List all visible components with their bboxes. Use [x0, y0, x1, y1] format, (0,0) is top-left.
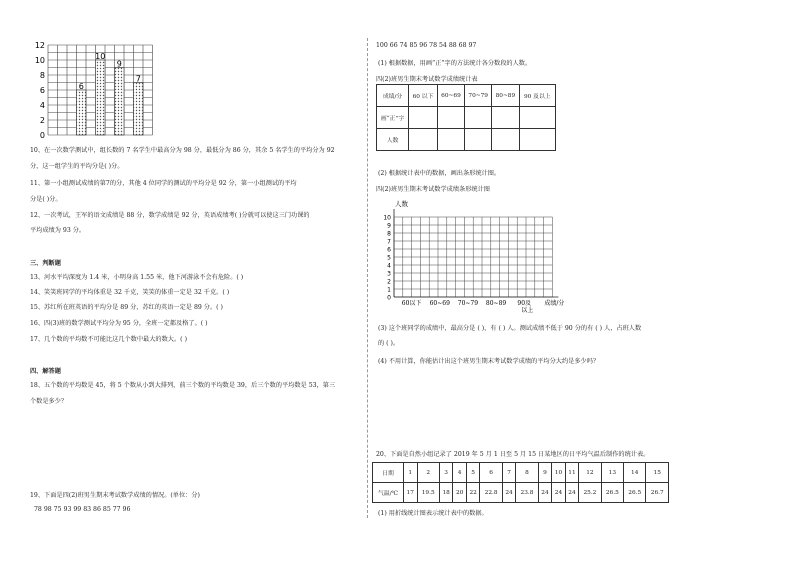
temp-table-date-cell: 11	[565, 463, 579, 483]
temp-table-date-cell: 6	[480, 463, 502, 483]
temp-table-date-cell: 9	[538, 463, 552, 483]
y-tick-label: 0	[387, 294, 391, 302]
count-row-label: 人数	[377, 129, 409, 151]
question-19-part-2: (2) 根据统计表中的数据，画出条形统计图。	[378, 170, 501, 177]
question-19-part-4: (4) 不用计算，你能估计出这个班男生期末考试数学成绩的平均分大约是多少吗？	[378, 358, 600, 365]
temp-table-temp-cell: 24	[565, 483, 579, 503]
temp-table-date-cell: 5	[466, 463, 480, 483]
tally-header-cell: 80~89	[492, 85, 519, 107]
question-20: 20、下面是自然小组记录了 2019 年 5 月 1 日至 5 月 15 日某地区的日平均气温后制作的统计表。	[376, 451, 650, 458]
y-tick-label: 6	[387, 246, 391, 254]
bar-value-label: 6	[78, 82, 84, 91]
bar-value-label: 9	[116, 59, 122, 69]
temp-table-temp-cell: 17	[404, 483, 418, 503]
y-tick-label: 2	[387, 278, 391, 286]
question-10: 10、在一次数学测试中，组长数的 7 名学生中最高分为 98 分，最低分为 86 分，其余 5 名学生的平均分为 92	[30, 147, 335, 154]
scores-bar-chart	[30, 40, 160, 140]
question-20-part-1: (1) 用折线统计图表示统计表中的数据。	[378, 510, 488, 517]
y-tick-label: 2	[39, 116, 45, 125]
y-tick-label: 0	[39, 131, 45, 140]
tally-header-cell: 60~69	[437, 85, 464, 107]
temp-table-temp-cell: 20	[453, 483, 467, 503]
count-cell	[409, 129, 438, 151]
y-tick-label: 9	[387, 222, 391, 230]
y-tick-label: 5	[387, 254, 391, 262]
question-19-part-3-cont: 的 ( )。	[378, 340, 400, 347]
bar	[96, 60, 106, 135]
bar-value-label: 7	[135, 74, 141, 84]
temp-table-temp-cell: 25.2	[579, 483, 601, 503]
y-tick-label: 4	[387, 262, 391, 270]
question-11: 11、第一小组测试成绩的第7的分，其他 4 位同学的测试的平均分是 92 分，第一小组测试的平均	[30, 180, 297, 187]
y-tick-label: 6	[39, 86, 45, 95]
temp-table-date-cell: 14	[624, 463, 646, 483]
question-16: 16、四(3)班的数学测试平均分为 95 分，全班一定都及格了。( )	[30, 320, 208, 327]
temp-table-temp-cell: 23.8	[516, 483, 538, 503]
temp-table-temp-label: 气温/℃	[373, 483, 404, 503]
question-13: 13、河水平均深度为 1.4 米，小明身高 1.55 米，他下河游泳不会有危险。( )	[30, 274, 244, 281]
temp-table-date-cell: 2	[417, 463, 439, 483]
count-cell	[492, 129, 519, 151]
temp-table-temp-cell: 22.8	[480, 483, 502, 503]
tally-row-label: 画“正”字	[377, 107, 409, 129]
x-category-label: 60以下	[401, 300, 422, 307]
column-divider	[367, 38, 368, 518]
y-tick-label: 7	[387, 238, 391, 246]
temperature-table	[372, 462, 669, 503]
temp-table-date-cell: 10	[552, 463, 566, 483]
temp-table-date-cell: 3	[439, 463, 453, 483]
temp-table-date-cell: 15	[646, 463, 669, 483]
y-tick-label: 4	[39, 101, 45, 110]
y-tick-label: 12	[34, 41, 45, 50]
question-19-scores: 78 98 75 93 99 83 86 85 77 96	[34, 506, 131, 513]
temp-table-temp-cell: 24	[502, 483, 516, 503]
question-12-cont: 平均成绩为 93 分。	[30, 227, 86, 234]
temp-table-temp-cell: 22	[466, 483, 480, 503]
y-tick-label: 8	[387, 230, 391, 238]
tally-header-cell: 60 以下	[409, 85, 438, 107]
table-1-title: 四(2)班男生期末考试数学成绩统计表	[376, 76, 478, 83]
question-19-part-1: (1) 根据数据，用画“正”字的方法统计各分数段的人数。	[378, 60, 532, 67]
empty-bar-chart	[372, 196, 582, 314]
temp-table-date-label: 日期	[373, 463, 404, 483]
temp-table-date-cell: 12	[579, 463, 601, 483]
temp-table-temp-cell: 18	[439, 483, 453, 503]
temp-table-temp-cell: 26.5	[601, 483, 623, 503]
x-category-label-extra: 以上	[521, 307, 534, 314]
temp-table-date-cell: 13	[601, 463, 623, 483]
count-cell	[437, 129, 464, 151]
tally-header-cell: 90 及以上	[519, 85, 556, 107]
question-10-cont: 分，这一组学生的平均分是( )分。	[30, 163, 124, 170]
question-19: 19、下面是四(2)班男生期末考试数学成绩的情况。(单位：分)	[30, 492, 200, 499]
tally-header-cell: 70~79	[465, 85, 492, 107]
question-17: 17、几个数的平均数不可能比这几个数中最大的数大。( )	[30, 336, 187, 343]
tally-table	[376, 84, 556, 151]
chart-2-title: 四(2)班男生期末考试数学成绩条形统计图	[376, 186, 490, 193]
x-category-label: 80~89	[485, 300, 507, 307]
question-19-part-3: (3) 这个班同学的成绩中，最高分是 ( )，有 ( ) 人。测试成绩不低于 90 分的有 ( ) 人，占班人数	[378, 325, 642, 332]
temp-table-temp-cell: 19.5	[417, 483, 439, 503]
question-14: 14、笑笑班同学的平均体重是 32 千克，笑笑的体重一定是 32 千克。( )	[30, 289, 230, 296]
question-18: 18、五个数的平均数是 45，将 5 个数从小到大排列，前三个数的平均数是 39，后三个数的平均数是 53，第三	[30, 382, 336, 389]
y-tick-label: 10	[34, 56, 45, 65]
question-11-cont: 分是( )分。	[30, 196, 62, 203]
temp-table-date-cell: 1	[404, 463, 418, 483]
question-18-cont: 个数是多少？	[30, 398, 68, 405]
count-cell	[465, 129, 492, 151]
y-axis-label: 人数	[395, 200, 408, 208]
x-category-label: 90及	[517, 300, 532, 307]
y-tick-label: 1	[387, 286, 391, 294]
section-4-heading: 四、解答题	[30, 368, 61, 375]
tally-cell	[409, 107, 438, 129]
count-cell	[519, 129, 556, 151]
y-tick-label: 10	[383, 214, 391, 222]
question-15: 15、苏红所在班英语的平均分是 89 分，苏红的英语一定是 89 分。( )	[30, 304, 223, 311]
tally-cell	[519, 107, 556, 129]
temp-table-temp-cell: 24	[552, 483, 566, 503]
x-axis-label: 成绩/分	[544, 300, 565, 307]
tally-header-cell: 成绩/分	[377, 85, 409, 107]
section-3-heading: 三、判断题	[30, 260, 61, 267]
bar	[77, 90, 87, 135]
tally-cell	[437, 107, 464, 129]
tally-cell	[492, 107, 519, 129]
tally-cell	[465, 107, 492, 129]
temp-table-date-cell: 8	[516, 463, 538, 483]
bar	[134, 83, 144, 136]
y-tick-label: 3	[387, 270, 391, 278]
temp-table-temp-cell: 24	[538, 483, 552, 503]
x-category-label: 70~79	[457, 300, 479, 307]
x-category-label: 60~69	[429, 300, 450, 307]
bar-value-label: 10	[95, 52, 106, 61]
bar	[115, 68, 125, 136]
question-12: 12、一次考试，王军的语文成绩是 88 分，数学成绩是 92 分，英语成绩考( )分就可以使这三门功课的	[30, 212, 310, 219]
temp-table-date-cell: 4	[453, 463, 467, 483]
y-tick-label: 8	[39, 71, 45, 80]
temp-table-temp-cell: 26.7	[646, 483, 669, 503]
temp-table-temp-cell: 26.5	[624, 483, 646, 503]
scores-continued: 100 66 74 85 96 78 54 88 68 97	[376, 42, 477, 49]
temp-table-date-cell: 7	[502, 463, 516, 483]
